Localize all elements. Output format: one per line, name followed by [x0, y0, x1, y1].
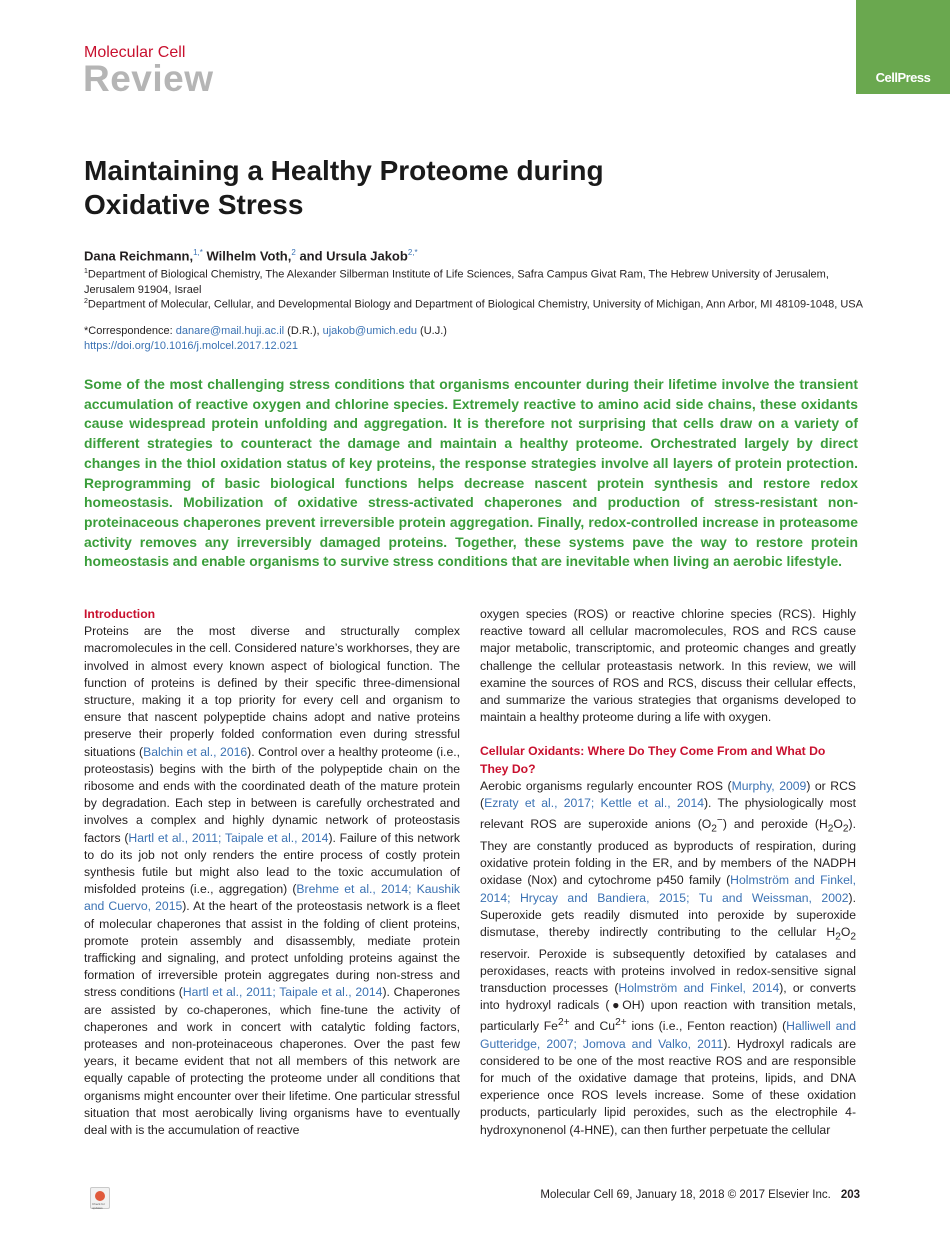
body-text: O [833, 817, 843, 832]
check-for-updates-badge[interactable] [90, 1187, 110, 1209]
subscript: 2 [835, 931, 841, 943]
affiliation-mark: 2 [84, 298, 88, 305]
article-type: Review [83, 58, 214, 99]
body-text: Aerobic organisms regularly encounter ROS ( [480, 778, 732, 793]
section-heading-cellular-oxidants: Cellular Oxidants: Where Do They Come From and What Do They Do? [480, 744, 826, 776]
journal-name: Molecular Cell [84, 44, 186, 61]
left-column [84, 606, 460, 1139]
author-name: Dana Reichmann, [84, 248, 194, 264]
abstract: Some of the most challenging stress conditions that organisms encounter during their lifetime involve the transient accumulation of reactive oxygen and chlorine species. Extremely reactive to amino acid side chains, these oxidants cause widespread protein unfolding and aggregation. It is therefore not surprising that cells draw on a variety of different strategies to counteract the damage and maintain a healthy proteome. Orchestrated largely by direct changes in the thiol oxidation status of key proteins, the response strategies involve all layers of protein protection. Reprogramming of basic biological functions helps decrease nascent protein synthesis and restore redox homeostasis. Mobilization of oxidative stress-activated chaperones and production of stress-resistant non-proteinaceous chaperones prevent irreversible protein aggregation. Finally, redox-controlled increase in proteasome activity removes any irreversibly damaged proteins. Together, these systems pave the way to restore protein homeostasis and enable organisms to survive stress conditions that are inevitable when living an aerobic lifestyle. [84, 376, 858, 570]
body-text: reservoir. Peroxide is subsequently detoxified by catalases and peroxidases, reacts with proteins involved in redox-sensitive signal transduction processes ( [480, 946, 856, 995]
affiliation-1 [84, 264, 874, 298]
body-text: ) and peroxide (H [722, 817, 828, 832]
affiliation-text: Department of Biological Chemistry, The Alexander Silberman Institute of Life Sciences, Safra Campus Givat Ram, The Hebrew University of Jerusalem, Jerusalem 91904, Israel [84, 268, 829, 296]
superscript: − [716, 815, 723, 827]
author-affiliation-mark[interactable]: 2,* [407, 248, 418, 257]
right-column [480, 606, 856, 1139]
author-name: Wilhelm Voth, [202, 248, 292, 264]
section-heading-introduction: Introduction [84, 607, 156, 621]
correspondence [84, 324, 874, 339]
page-number: 203 [840, 1189, 860, 1201]
body-paragraph [84, 623, 460, 1139]
body-text: ). Superoxide gets readily dismuted into peroxide by superoxide dismutase, thereby indirectly contributing to the cellular H [480, 890, 856, 939]
author-affiliation-mark[interactable]: 2 [291, 248, 296, 257]
citation-link[interactable]: Balchin et al., 2016 [143, 744, 248, 759]
body-text: Proteins are the most diverse and structurally complex macromolecules in the cell. Considered nature’s workhorses, they are involved in almost every known aspect of biological function. The function of proteins is defined by their specific three-dimensional structure, making it a top priority for every cell and organism to ensure that nascent polypeptide chains adopt and native proteins preserve their properly folded conformation even during stressful situations ( [84, 624, 460, 759]
body-text: ). Hydroxyl radicals are considered to be one of the most reactive ROS and are responsible for much of the oxidative damage that proteins, lipids, and DNA experience once ROS levels increase. Some of these oxidation products, particularly lipid peroxides, such as the electrophile 4-hydroxynonenol (4-HNE), can then further perpetuate the cellular [480, 1036, 856, 1137]
body-text: O [840, 924, 851, 939]
citation-link[interactable]: Halliwell and Gutteridge, 2007; Jomova and Valko, 2011 [480, 1019, 856, 1051]
citation-link[interactable]: Murphy, 2009 [731, 778, 807, 793]
body-paragraph: oxygen species (ROS) or reactive chlorine species (RCS). Highly reactive toward all cellular macromolecules, ROS and RCS cause major metabolic, transcriptomic, and proteomic changes and greatly challenge the cellular proteastasis network. In this review, we will examine the sources of ROS and RCS, discuss their cellular effects, and summarize the various strategies that organisms developed to maintain a healthy proteome during a life with oxygen. [480, 607, 856, 725]
body-text: ) or RCS ( [480, 778, 856, 811]
email-link[interactable]: ujakob@umich.edu [322, 325, 417, 337]
article-title: Maintaining a Healthy Proteome during Oxidative Stress [84, 155, 604, 220]
body-text: ). Control over a healthy proteome (i.e., proteostasis) begins with the birth of the polypeptide chain on the ribosome and ends with the coordinated death of the mature protein by degradation. Each step in between is carefully orchestrated and involves a complex and highly dynamic network of proteostasis factors ( [84, 744, 460, 845]
author-list [84, 248, 418, 263]
affiliation-2 [84, 294, 874, 313]
superscript: 2+ [557, 1017, 570, 1029]
publisher-logo-text: CellPress [875, 70, 931, 85]
affiliation-text: Department of Molecular, Cellular, and Developmental Biology and Department of Biological Chemistry, University of Michigan, Ann Arbor, MI 48109-1048, USA [87, 298, 863, 311]
subscript: 2 [842, 823, 849, 835]
citation-link[interactable]: Holmström and Finkel, 2014; Hrycay and Bandiera, 2015; Tu and Weissman, 2002 [480, 873, 856, 905]
affiliation-mark: 1 [84, 268, 88, 275]
badge-text: Check for updates [92, 1202, 105, 1210]
body-text: ). Chaperones are assisted by co-chaperones, which fine-tune the activity of chaperones and work in concert with catalytic folding factors, proteases and non-proteinaceous chaperones. Over the past few years, it became evident that not all members of this network are equally capable of protecting the proteome under all conditions that organisms might encounter over their lifetime. One particular stressful situation that most aerobically living organisms have to eventually deal with is the accumulation of reactive [84, 985, 460, 1138]
citation-link[interactable]: Brehme et al., 2014; Kaushik and Cuervo, 2015 [84, 882, 461, 914]
subscript: 2 [711, 823, 717, 835]
page-footer [540, 1189, 860, 1201]
body-text: and Cu [569, 1019, 616, 1034]
body-text: ). They are constantly produced as byproducts of respiration, during oxidative protein folding in the ER, and by members of the NADPH oxidase (Nox) and cytochrome p450 family ( [480, 817, 856, 888]
citation-link[interactable]: Hartl et al., 2011; Taipale et al., 2014 [182, 985, 383, 1000]
body-text: ). At the heart of the proteostasis network is a fleet of molecular chaperones that assist in the folding of client proteins, promote protein assembly and disassembly, mediate protein trafficking and signaling, and protect unfolding proteins against the formation of irreversible protein aggregates during non-stress and stress conditions ( [84, 899, 460, 1000]
citation-link[interactable]: Holmström and Finkel, 2014 [618, 981, 780, 995]
body-text: ). Failure of this network to do its job not only renders the entire process of costly protein synthesis futile but might also lead to the toxic accumulation of misfolded proteins (i.e., aggregation) ( [84, 830, 460, 897]
subscript: 2 [827, 823, 834, 835]
citation-link[interactable]: Ezraty et al., 2017; Kettle et al., 2014 [484, 796, 704, 811]
superscript: 2+ [615, 1017, 627, 1029]
publisher-logo[interactable] [856, 0, 950, 94]
body-text: ions (i.e., Fenton reaction) ( [626, 1019, 787, 1034]
body-text: ). The physiologically most relevant ROS are superoxide anions (O [480, 796, 856, 832]
citation-link[interactable]: Hartl et al., 2011; Taipale et al., 2014 [128, 830, 329, 845]
doi-link[interactable]: https://doi.org/10.1016/j.molcel.2017.12.021 [84, 340, 299, 352]
subscript: 2 [850, 931, 856, 943]
body-paragraph [480, 778, 856, 1139]
paragraph-gap [480, 726, 856, 743]
email-owner: (D.R.), [284, 325, 323, 337]
footer-citation: Molecular Cell 69, January 18, 2018 © 2017 Elsevier Inc. [540, 1189, 831, 1201]
update-icon [95, 1191, 105, 1201]
author-name: and Ursula Jakob [295, 248, 408, 264]
email-owner: (U.J.) [416, 325, 447, 337]
correspondence-label: *Correspondence: [84, 325, 176, 337]
body-text: ), or converts into hydroxyl radicals (●OH) upon reaction with transition metals, particularly Fe [480, 981, 856, 1034]
email-link[interactable]: danare@mail.huji.ac.il [175, 325, 285, 337]
author-affiliation-mark[interactable]: 1,* [193, 248, 203, 257]
